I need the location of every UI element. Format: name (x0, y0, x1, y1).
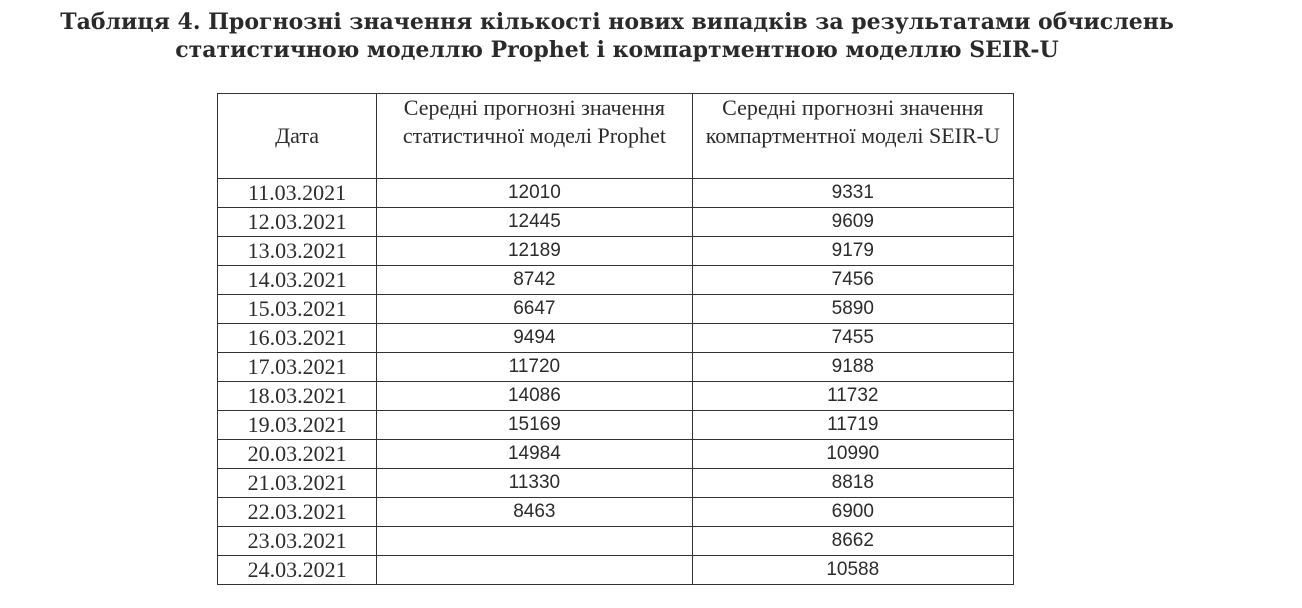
table-row (218, 498, 1014, 527)
table-caption (0, 8, 1234, 64)
table-row (218, 527, 1014, 556)
table-body (218, 179, 1014, 585)
cell-date: 22.03.2021 (218, 498, 377, 527)
cell-prophet: 14984 (377, 440, 692, 469)
cell-prophet: 8742 (377, 266, 692, 295)
cell-prophet: 15169 (377, 411, 692, 440)
cell-date: 20.03.2021 (218, 440, 377, 469)
cell-date: 13.03.2021 (218, 237, 377, 266)
cell-date: 16.03.2021 (218, 324, 377, 353)
cell-seir: 7455 (692, 324, 1013, 353)
cell-seir: 10588 (692, 556, 1013, 585)
cell-prophet: 12445 (377, 208, 692, 237)
table-row (218, 324, 1014, 353)
header-prophet: Середні прогнозні значення статистичної моделі Prophet (377, 94, 692, 179)
cell-seir: 7456 (692, 266, 1013, 295)
table-row (218, 469, 1014, 498)
cell-prophet: 11330 (377, 469, 692, 498)
cell-seir: 9331 (692, 179, 1013, 208)
cell-prophet (377, 527, 692, 556)
table-row (218, 208, 1014, 237)
cell-seir: 9188 (692, 353, 1013, 382)
cell-seir: 8662 (692, 527, 1013, 556)
header-date: Дата (218, 94, 377, 179)
cell-date: 21.03.2021 (218, 469, 377, 498)
table-row (218, 237, 1014, 266)
cell-date: 17.03.2021 (218, 353, 377, 382)
cell-date: 15.03.2021 (218, 295, 377, 324)
cell-seir: 11732 (692, 382, 1013, 411)
table-row (218, 440, 1014, 469)
cell-seir: 9179 (692, 237, 1013, 266)
table-row (218, 411, 1014, 440)
cell-prophet: 11720 (377, 353, 692, 382)
table-row (218, 295, 1014, 324)
cell-date: 12.03.2021 (218, 208, 377, 237)
cell-prophet: 8463 (377, 498, 692, 527)
cell-seir: 9609 (692, 208, 1013, 237)
forecast-table (217, 93, 1014, 585)
cell-prophet: 12189 (377, 237, 692, 266)
table-row (218, 179, 1014, 208)
cell-seir: 5890 (692, 295, 1013, 324)
table-row (218, 382, 1014, 411)
cell-prophet: 6647 (377, 295, 692, 324)
header-seir: Середні прогнозні значення компартментної моделі SEIR-U (692, 94, 1013, 179)
cell-seir: 6900 (692, 498, 1013, 527)
cell-date: 18.03.2021 (218, 382, 377, 411)
table-row (218, 266, 1014, 295)
cell-date: 14.03.2021 (218, 266, 377, 295)
table-row (218, 556, 1014, 585)
cell-date: 19.03.2021 (218, 411, 377, 440)
cell-date: 23.03.2021 (218, 527, 377, 556)
cell-date: 24.03.2021 (218, 556, 377, 585)
cell-seir: 8818 (692, 469, 1013, 498)
cell-seir: 11719 (692, 411, 1013, 440)
cell-prophet: 9494 (377, 324, 692, 353)
caption-line-2: статистичною моделлю Prophet і компартментною моделлю SEIR-U (175, 37, 1059, 63)
caption-line-1: Таблиця 4. Прогнозні значення кількості нових випадків за результатами обчислень (60, 9, 1174, 35)
cell-date: 11.03.2021 (218, 179, 377, 208)
cell-prophet (377, 556, 692, 585)
table-header-row (218, 94, 1014, 179)
cell-seir: 10990 (692, 440, 1013, 469)
table-row (218, 353, 1014, 382)
cell-prophet: 12010 (377, 179, 692, 208)
cell-prophet: 14086 (377, 382, 692, 411)
